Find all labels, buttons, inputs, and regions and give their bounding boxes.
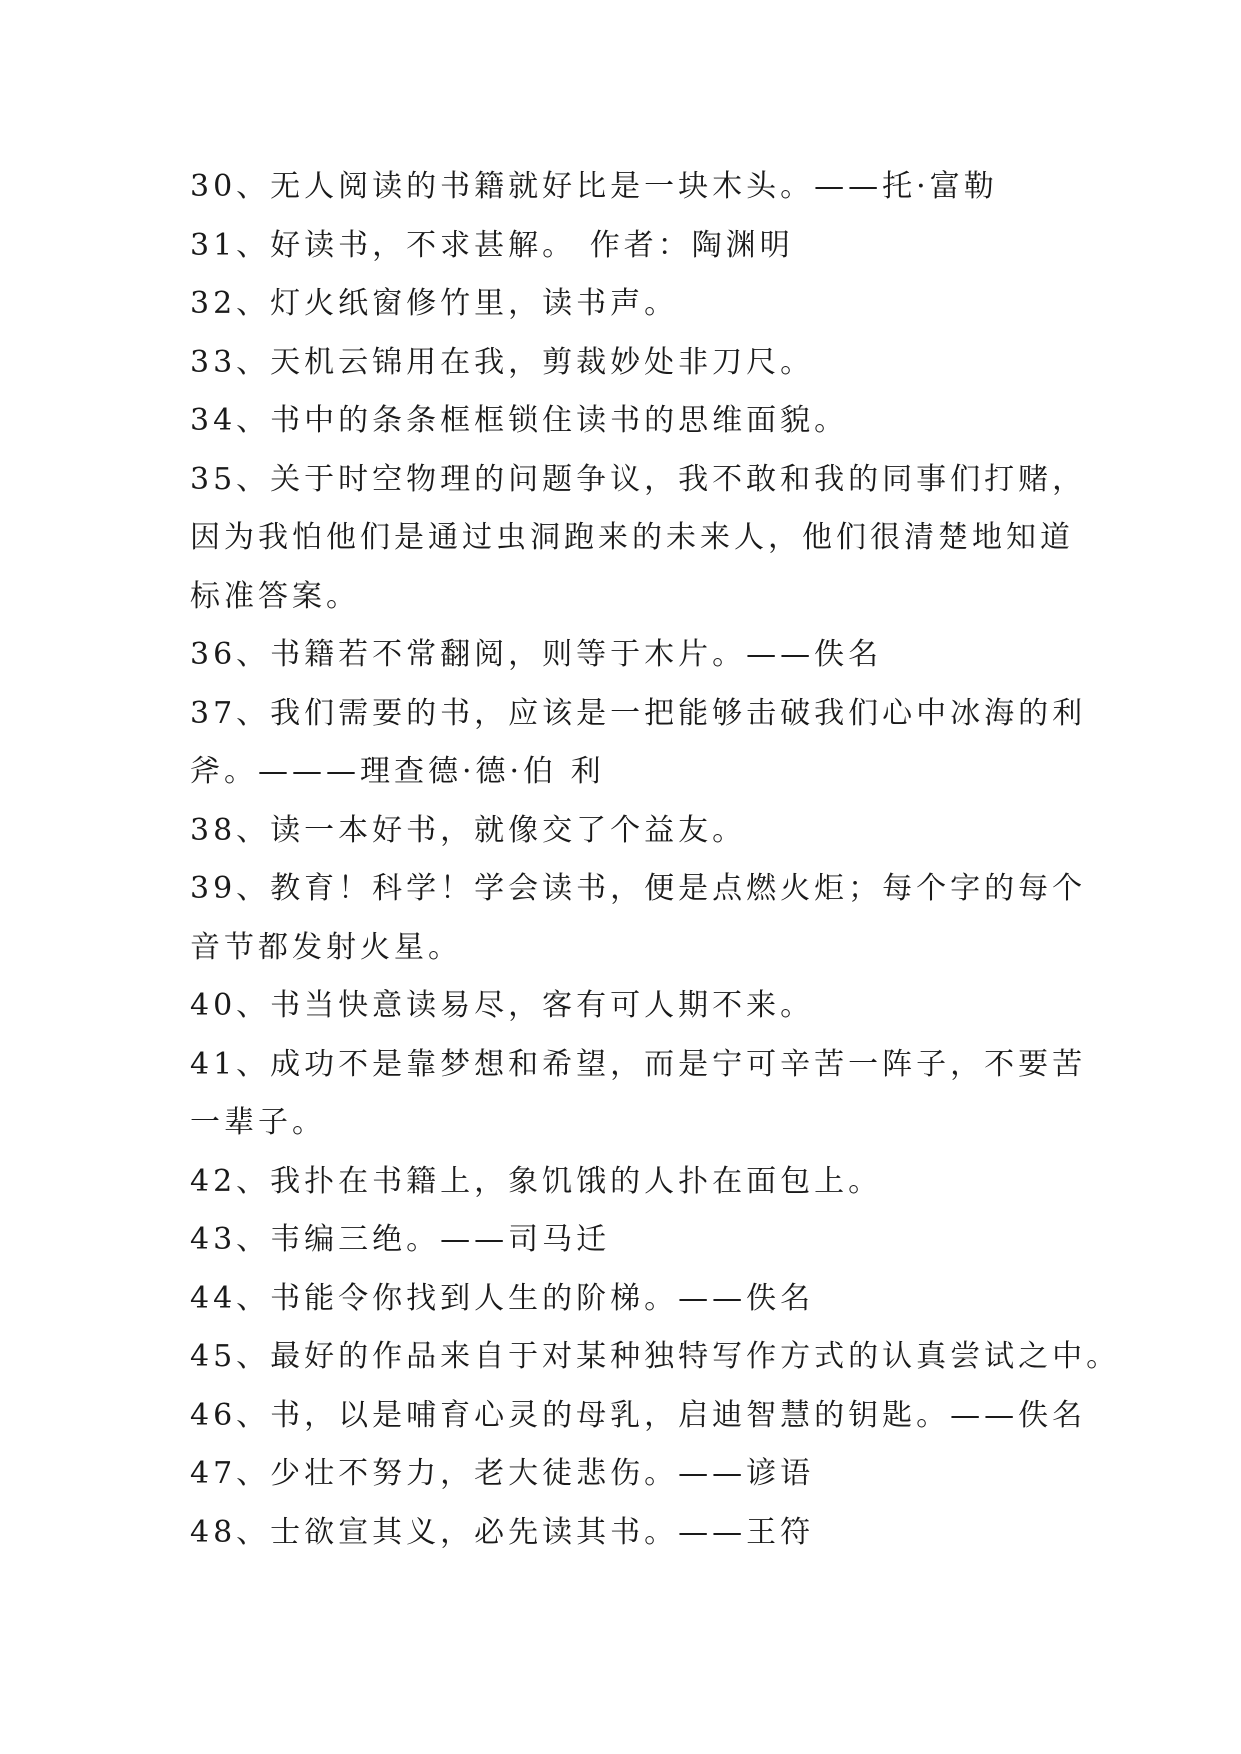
quote-line: 46、书，以是哺育心灵的母乳，启迪智慧的钥匙。——佚名 xyxy=(190,1397,1087,1433)
quote-line: 41、成功不是靠梦想和希望，而是宁可辛苦一阵子，不要苦 xyxy=(190,1046,1087,1082)
quote-line: 42、我扑在书籍上，象饥饿的人扑在面包上。 xyxy=(190,1163,883,1199)
quote-line: 39、教育！科学！学会读书，便是点燃火炬；每个字的每个 xyxy=(190,871,1087,906)
quote-line: 音节都发射火星。 xyxy=(190,929,462,965)
quote-line: 34、书中的条条框框锁住读书的思维面貌。 xyxy=(190,403,849,438)
quote-line: 48、士欲宣其义，必先读其书。——王符 xyxy=(190,1514,815,1550)
quote-list xyxy=(190,158,1121,1562)
quote-line: 38、读一本好书，就像交了个益友。 xyxy=(190,812,747,848)
quote-line: 标准答案。 xyxy=(190,578,360,614)
quote-line: 47、少壮不努力，老大徒悲伤。——谚语 xyxy=(190,1456,815,1491)
quote-line: 36、书籍若不常翻阅，则等于木片。——佚名 xyxy=(190,637,883,672)
quote-line: 44、书能令你找到人生的阶梯。——佚名 xyxy=(190,1280,815,1316)
quote-line: 斧。———理查德·德·伯 利 xyxy=(190,754,605,789)
quote-line: 31、好读书，不求甚解。 作者：陶渊明 xyxy=(190,227,794,263)
quote-line: 43、韦编三绝。——司马迁 xyxy=(190,1222,611,1257)
quote-line: 因为我怕他们是通过虫洞跑来的未来人，他们很清楚地知道 xyxy=(190,520,1074,555)
quote-line: 30、无人阅读的书籍就好比是一块木头。——托·富勒 xyxy=(190,169,998,204)
quote-line: 33、天机云锦用在我，剪裁妙处非刀尺。 xyxy=(190,344,815,380)
quote-line: 37、我们需要的书，应该是一把能够击破我们心中冰海的利 xyxy=(190,695,1087,731)
quote-line: 40、书当快意读易尽，客有可人期不来。 xyxy=(190,988,815,1023)
quote-line: 一辈子。 xyxy=(190,1105,326,1140)
quote-line: 32、灯火纸窗修竹里，读书声。 xyxy=(190,286,679,321)
quote-line: 45、最好的作品来自于对某种独特写作方式的认真尝试之中。 xyxy=(190,1339,1121,1374)
quote-line: 35、关于时空物理的问题争议，我不敢和我的同事们打赌， xyxy=(190,461,1087,497)
